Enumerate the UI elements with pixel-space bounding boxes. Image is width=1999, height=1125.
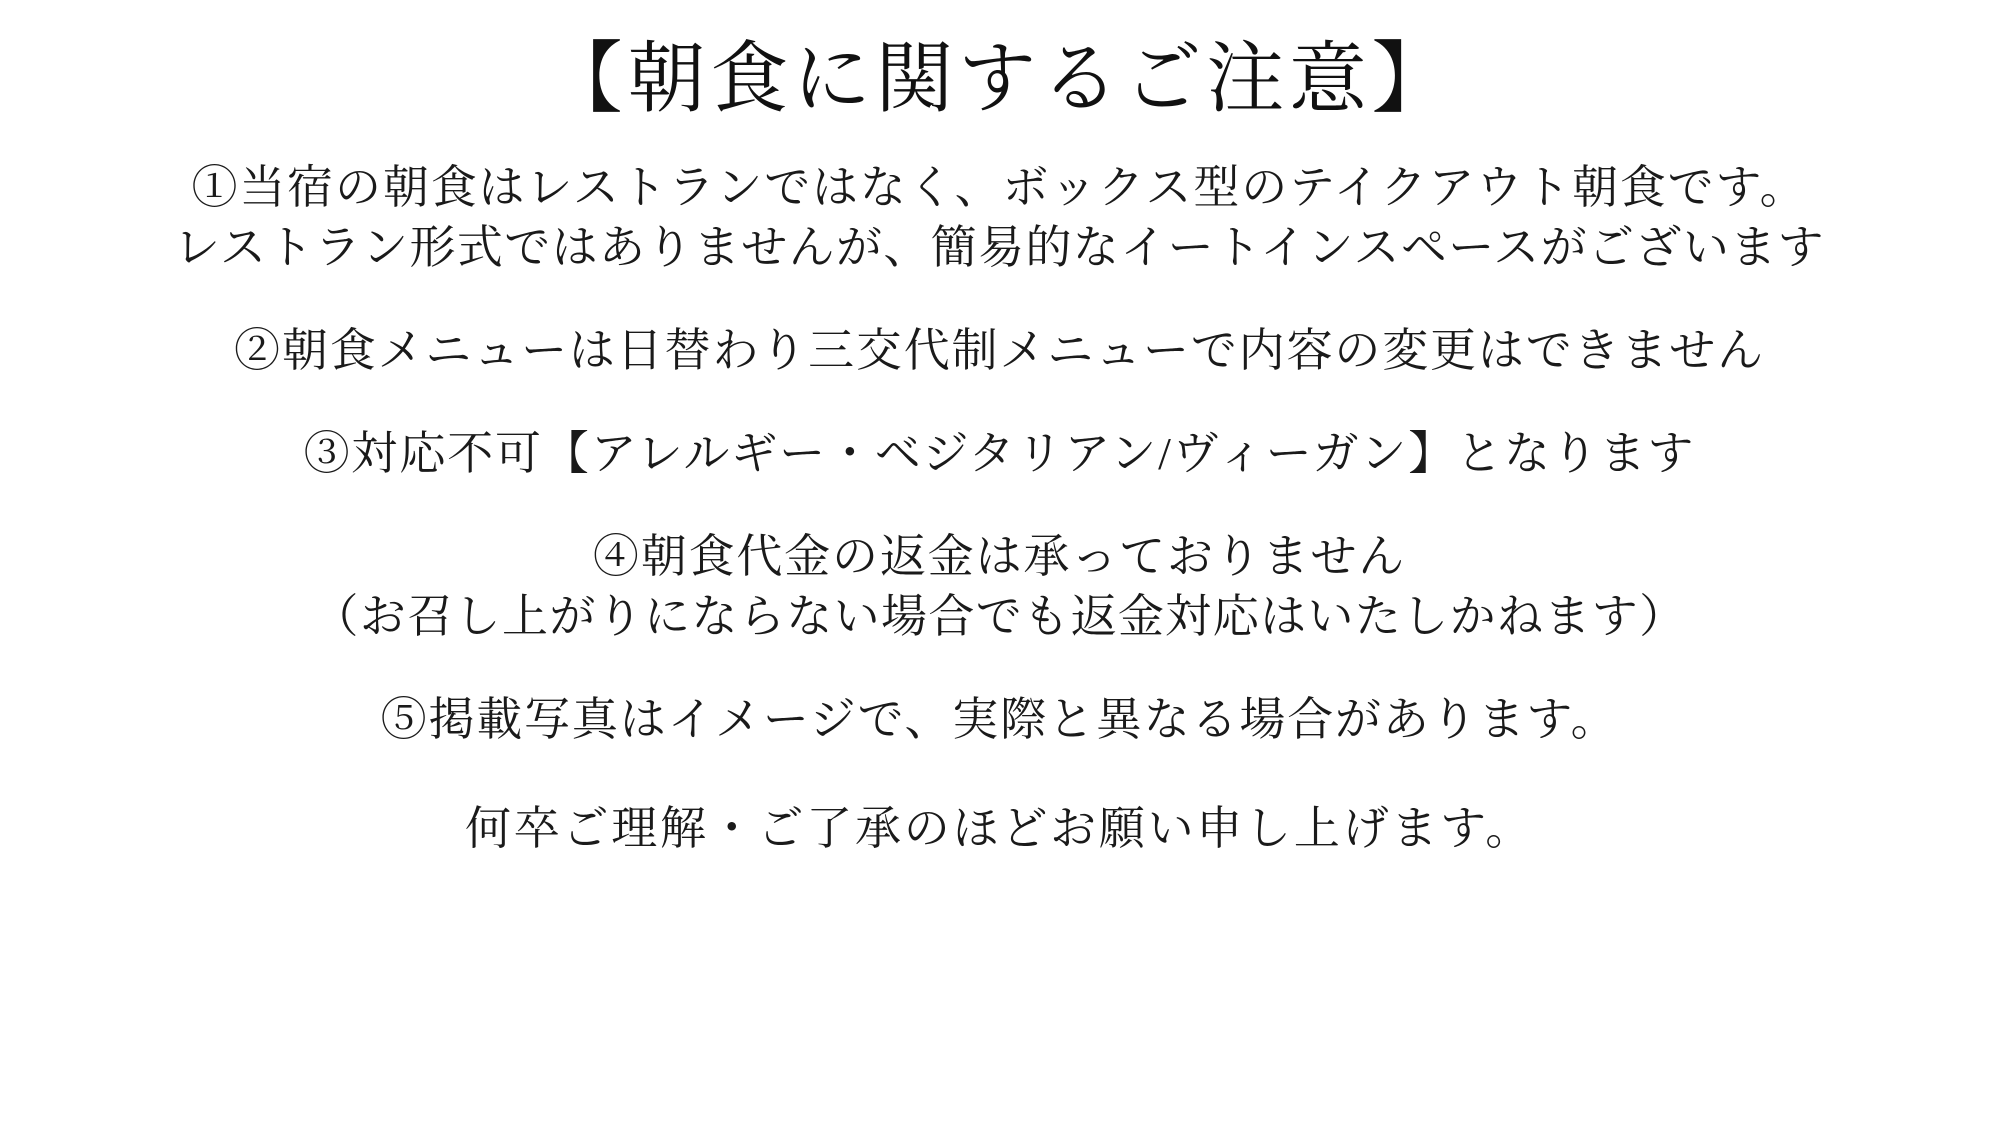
notice-line: ①当宿の朝食はレストランではなく、ボックス型のテイクアウト朝食です。 [191,161,1808,213]
page-title: 【朝食に関するご注意】 [544,35,1455,122]
notice-line: （お召し上がりにならない場合でも返金対応はいたしかねます） [312,591,1687,643]
notice-line: ②朝食メニューは日替わり三交代制メニューで内容の変更はできません [234,325,1765,377]
notice-item-2 [60,321,1939,382]
notice-item-3 [60,424,1939,485]
notice-line: レストラン形式ではありませんが、簡易的なイートインスペースがございます [174,222,1825,274]
notice-line: ④朝食代金の返金は承っておりません [592,530,1407,582]
notice-item-5 [60,690,1939,751]
closing-statement: 何卒ご理解・ご了承のほどお願い申し上げます。 [464,802,1535,854]
notice-line: ⑤掲載写真はイメージで、実際と異なる場合があります。 [380,694,1619,745]
notice-item-1 [60,158,1939,279]
notice-item-4 [60,527,1939,648]
notice-line: ③対応不可【アレルギー・ベジタリアン/ヴィーガン】となります [303,427,1696,479]
